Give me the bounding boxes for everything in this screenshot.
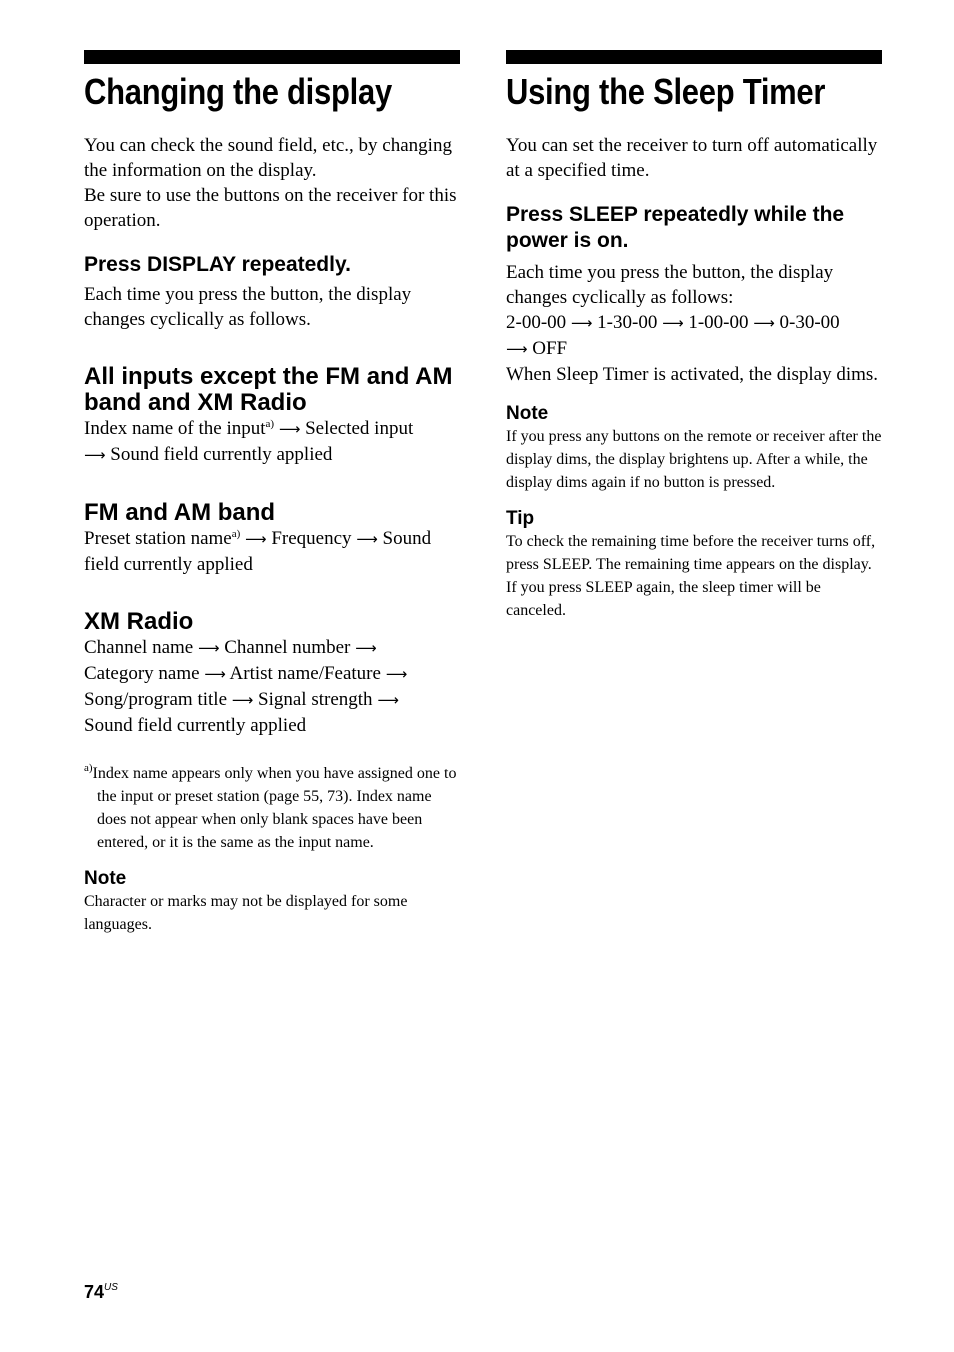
heading-rule — [506, 50, 882, 64]
note-text: If you press any buttons on the remote or receiver after the display dims, the display brightens up. After a while, the display dims again if no button is pressed. — [506, 428, 882, 491]
section-title: Using the Sleep Timer — [506, 71, 826, 112]
intro-text: You can check the sound field, etc., by changing the information on the display. — [84, 135, 452, 181]
note-text: Character or marks may not be displayed for some languages. — [84, 893, 408, 933]
sequence-xm-radio: Channel name ⟶ Channel number ⟶ Category name ⟶ Artist name/Feature ⟶ Song/program title ⟶ Signal strength ⟶ Sound field currently applied — [84, 637, 408, 736]
sequence-all-inputs: Index name of the input$^{a)}$ ⟶ Selected input ⟶ Sound field currently applied — [84, 418, 414, 465]
subheading-all-inputs: All inputs except the FM and AM band and XM Radio — [84, 363, 453, 416]
step-body: Each time you press the button, the display changes cyclically as follows: — [506, 262, 834, 308]
after-text: When Sleep Timer is activated, the display dims. — [506, 364, 879, 385]
intro-text-2: Be sure to use the buttons on the receiver for this operation. — [84, 185, 457, 231]
subheading-xm-radio: XM Radio — [84, 608, 194, 635]
intro-text: You can set the receiver to turn off automatically at a specified time. — [506, 135, 878, 181]
tip-text: To check the remaining time before the receiver turns off, press SLEEP. The remaining time appears on the display. If you press SLEEP again, the sleep timer will be canceled. — [506, 533, 876, 619]
section-title: Changing the display — [84, 71, 392, 112]
step-body: Each time you press the button, the display changes cyclically as follows. — [84, 284, 412, 330]
footnote: $^{a)}$Index name appears only when you have assigned one to the input or preset station (page 55, 73). Index name does not appear when only blank spaces have been entered, or it is the same as the input name. — [84, 762, 457, 851]
step-heading: Press SLEEP repeatedly while the power is on. — [506, 203, 845, 252]
heading-rule — [84, 50, 460, 64]
page-number: $74^{US}$ — [84, 1282, 118, 1302]
sleep-sequence: 2-00-00 ⟶ 1-30-00 ⟶ 1-00-00 ⟶ 0-30-00 ⟶ OFF — [506, 312, 840, 359]
subheading-fm-am: FM and AM band — [84, 499, 276, 526]
note-heading: Note — [84, 868, 127, 889]
sequence-fm-am: Preset station name$^{a)}$ ⟶ Frequency ⟶ Sound field currently applied — [84, 528, 432, 575]
step-heading: Press DISPLAY repeatedly. — [84, 253, 351, 276]
right-column — [506, 50, 882, 622]
tip-heading: Tip — [506, 508, 535, 529]
note-heading: Note — [506, 403, 549, 424]
left-column — [84, 50, 460, 936]
